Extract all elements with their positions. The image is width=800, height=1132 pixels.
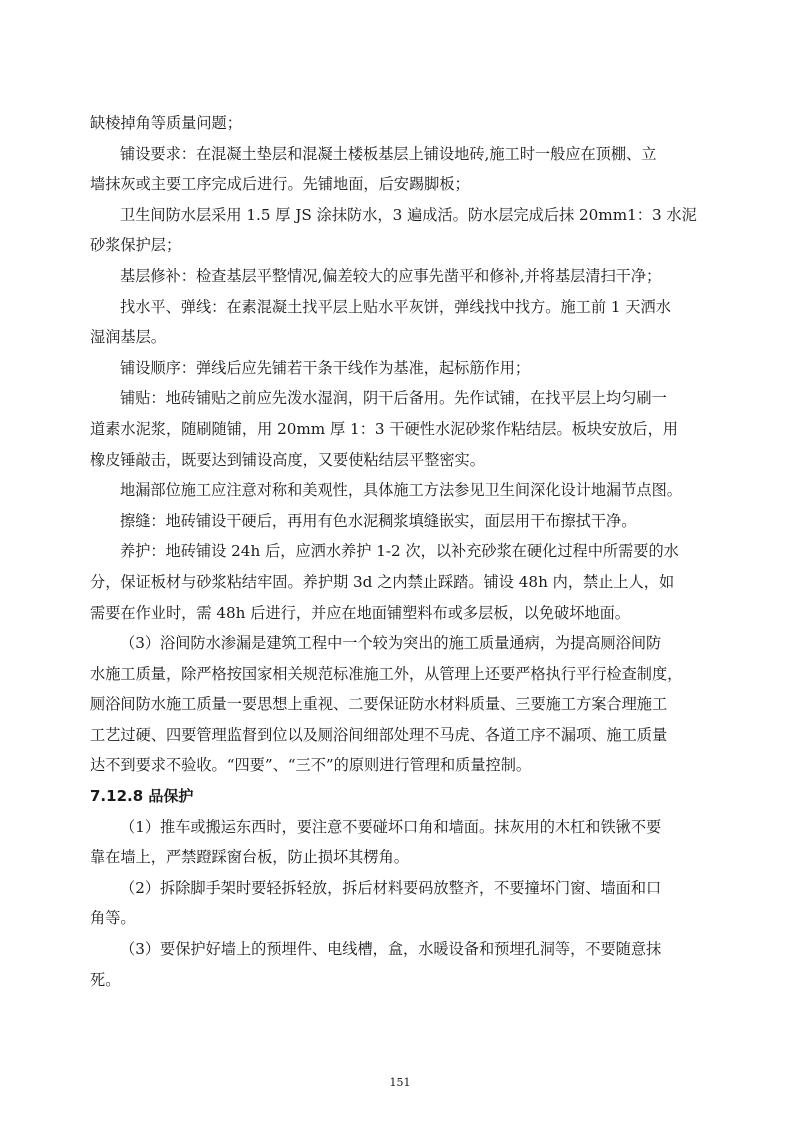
text-line: 死。 (90, 970, 121, 989)
text-line: （1）推车或搬运东西时，要注意不要碰坏口角和墙面。抹灰用的木杠和铁锹不要 (120, 817, 662, 836)
text-line: 靠在墙上，严禁蹬踩窗台板，防止损坏其楞角。 (90, 848, 409, 867)
section-heading: 7.12.8 品保护 (90, 787, 194, 806)
text-line: 需要在作业时，需 48h 后进行，并应在地面铺塑料布或多层板，以免破坏地面。 (90, 603, 630, 622)
text-line: 铺贴：地砖铺贴之前应先泼水湿润，阴干后备用。先作试铺，在找平层上均匀刷一 (120, 389, 667, 408)
text-line: 擦缝：地砖铺设干硬后，再用有色水泥稠浆填缝嵌实，面层用干布擦拭干净。 (120, 511, 637, 530)
text-line: 达不到要求不验收。“四要”、“三不”的原则进行管理和质量控制。 (90, 756, 532, 775)
text-line: 卫生间防水层采用 1.5 厚 JS 涂抹防水，3 遍成活。防水层完成后抹 20mm1：3 水泥 (120, 205, 697, 224)
text-line: 道素水泥浆，随刷随铺，用 20mm 厚 1：3 干硬性水泥砂浆作粘结层。板块安放后，用 (90, 419, 678, 438)
text-line: （2）拆除脚手架时要轻拆轻放，拆后材料要码放整齐，不要撞坏门窗、墙面和口 (120, 878, 662, 897)
text-line: 橡皮锤敲击，既要达到铺设高度，又要使粘结层平整密实。 (90, 450, 485, 469)
text-line: 水施工质量，除严格按国家相关规范标准施工外，从管理上还要严格执行平行检查制度， (90, 664, 683, 683)
text-line: 养护：地砖铺设 24h 后，应洒水养护 1-2 次，以补充砂浆在硬化过程中所需要的水 (120, 542, 679, 561)
text-line: 角等。 (90, 909, 136, 928)
text-line: 湿润基层。 (90, 328, 166, 347)
document-body (90, 108, 712, 995)
page-number: 151 (389, 1076, 411, 1089)
text-line: 分，保证板材与砂浆粘结牢固。养护期 3d 之内禁止踩踏。铺设 48h 内，禁止上人，如 (90, 572, 675, 591)
text-line: 铺设要求：在混凝土垫层和混凝土楼板基层上铺设地砖,施工时一般应在顶棚、立 (120, 144, 657, 163)
text-line: 墙抹灰或主要工序完成后进行。先铺地面，后安踢脚板； (90, 175, 470, 194)
text-line: （3）要保护好墙上的预埋件、电线槽，盒，水暖设备和预埋孔洞等，不要随意抹 (120, 940, 662, 959)
text-line: 砂浆保护层； (90, 236, 182, 255)
text-line: （3）浴间防水渗漏是建筑工程中一个较为突出的施工质量通病，为提高厕浴间防 (120, 634, 662, 653)
text-line: 缺棱掉角等质量问题； (90, 114, 242, 132)
text-line: 基层修补：检查基层平整情况,偏差较大的应事先凿平和修补,并将基层清扫干净； (120, 266, 662, 285)
text-line: 铺设顺序：弹线后应先铺若干条干线作为基准，起标筋作用； (120, 358, 531, 377)
text-line: 厕浴间防水施工质量一要思想上重视、二要保证防水材料质量、三要施工方案合理施工 (90, 695, 668, 714)
text-line: 地漏部位施工应注意对称和美观性，具体施工方法参见卫生间深化设计地漏节点图。 (120, 481, 682, 500)
text-line: 找水平、弹线：在素混凝土找平层上贴水平灰饼，弹线找中找方。施工前 1 天洒水 (120, 297, 671, 316)
text-line: 工艺过硬、四要管理监督到位以及厕浴间细部处理不马虎、各道工序不漏项、施工质量 (90, 725, 668, 744)
